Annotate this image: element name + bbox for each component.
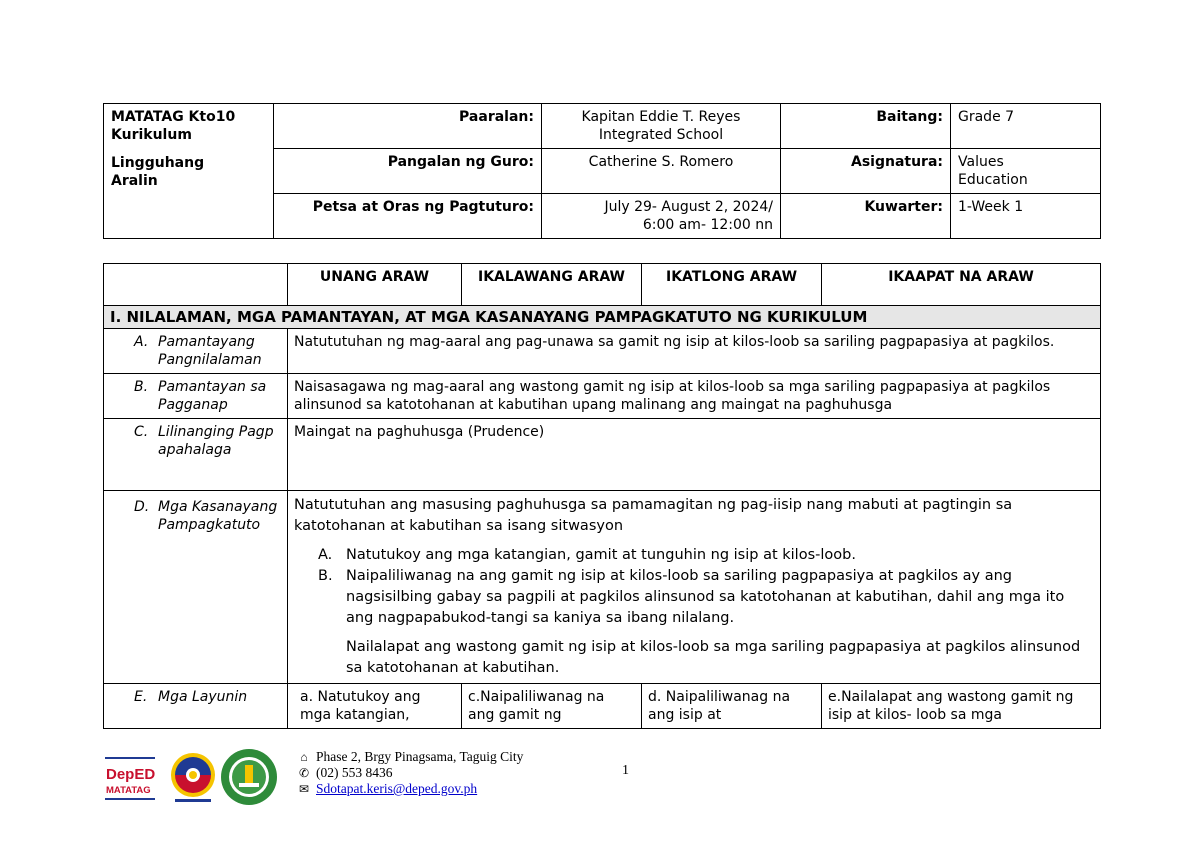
subject-value-line1: Values [958, 154, 1004, 170]
contact-info [298, 749, 523, 797]
competency-item-b [294, 566, 1094, 629]
email-link[interactable]: Sdotapat.keris@deped.gov.ph [316, 781, 478, 796]
plan-line1: Lingguhang [111, 155, 205, 171]
row-content-a: Natututuhan ng mag-aaral ang pag-unawa sa gamit ng isip at kilos-loob sa sariling pagpapasiya at pagkilos. [288, 329, 1101, 374]
section-row [104, 306, 1101, 329]
row-competencies [104, 491, 1101, 684]
objective-1: a. Natutukoy ang mga katangian, [288, 684, 462, 729]
address-text: Phase 2, Brgy Pinagsama, Taguig City [316, 749, 524, 764]
school-seal-graphic [219, 747, 279, 807]
objective-2: c.Naipaliliwanag na ang gamit ng [462, 684, 642, 729]
curriculum-line2: Kurikulum [111, 127, 192, 143]
page-number: 1 [622, 763, 629, 778]
row-performance-standard [104, 374, 1101, 419]
phone-row [298, 765, 523, 781]
curriculum-line1: MATATAG Kto10 [111, 109, 236, 125]
row-values [104, 419, 1101, 491]
school-value-line1: Kapitan Eddie T. Reyes [581, 109, 741, 125]
school-label: Paaralan: [274, 104, 542, 149]
subject-label: Asignatura: [781, 149, 951, 194]
row-label-text-d: Mga Kasanayang Pampagkatuto [158, 499, 278, 533]
competency-intro: Natututuhan ang masusing paghuhusga sa pamamagitan ng pag-iisip nang mabuti at pagtingin sa katotohanan at kabutihan sa isang sitwasyon [294, 497, 1013, 534]
quarter-value: 1-Week 1 [951, 194, 1101, 239]
day-header-1: UNANG ARAW [288, 264, 462, 306]
row-label-text-e: Mga Layunin [158, 689, 248, 705]
row-objectives [104, 684, 1101, 729]
curriculum-title [111, 108, 266, 144]
date-value-line1: July 29- August 2, 2024/ [604, 199, 773, 215]
row-letter-d: D. [134, 499, 150, 515]
row-label-text-a: Pamantayang Pangnilalaman [158, 334, 262, 368]
lesson-header-table [103, 103, 1101, 239]
competency-letter-a: A. [318, 547, 333, 563]
bagong-pilipinas-graphic [167, 749, 219, 805]
empty-header-cell [104, 264, 288, 306]
plan-line2: Aralin [111, 173, 158, 189]
subject-value-line2: Education [958, 172, 1028, 188]
competency-letter-b: B. [318, 568, 333, 584]
competency-text-b: Naipaliliwanag na ang gamit ng isip at kilos-loob sa sariling pagpapasiya at pagkilos ay ang nagsisilbing gabay sa pagpili at pagkilos alinsunod sa katotohanan at kabutihan, dahil ang mga ito ang nagpapabukod-tangi sa kaniya sa ibang nilalang. [346, 568, 1065, 626]
phone-text: (02) 553 8436 [316, 765, 393, 780]
row-content-d [288, 491, 1101, 684]
quarter-label: Kuwarter: [781, 194, 951, 239]
row-content-c: Maingat na paghuhusga (Prudence) [288, 419, 1101, 491]
objective-4: e.Nailalapat ang wastong gamit ng isip at kilos- loob sa mga [822, 684, 1101, 729]
day-header-3: IKATLONG ARAW [642, 264, 822, 306]
grade-label: Baitang: [781, 104, 951, 149]
date-label: Petsa at Oras ng Pagtuturo: [274, 194, 542, 239]
row-label-e [104, 684, 288, 729]
home-icon: ⌂ [300, 750, 308, 764]
mail-icon: ✉ [298, 782, 310, 796]
row-content-standard [104, 329, 1101, 374]
row-label-d [104, 491, 288, 684]
teacher-label: Pangalan ng Guro: [274, 149, 542, 194]
plan-title [111, 154, 266, 190]
day-header-row [104, 264, 1101, 306]
day-header-2: IKALAWANG ARAW [462, 264, 642, 306]
row-letter-c: C. [134, 424, 149, 440]
competency-closing: Nailalapat ang wastong gamit ng isip at kilos-loob sa mga sariling pagpapasiya at pagkilos alinsunod sa katotohanan at kabutihan. [346, 639, 1081, 676]
matatag-logo-text: MATATAG [106, 785, 151, 796]
row-label-text-c: Lilinanging Pagpapahalaga [158, 424, 274, 458]
deped-matatag-logo [105, 755, 157, 803]
school-seal-logo [219, 747, 279, 807]
address-row [298, 749, 523, 765]
deped-logo-text: DepED [106, 766, 156, 783]
date-value [542, 194, 781, 239]
row-label-text-b: Pamantayan sa Pagganap [158, 379, 267, 413]
section-title: I. NILALAMAN, MGA PAMANTAYAN, AT MGA KASANAYANG PAMPAGKATUTO NG KURIKULUM [104, 306, 1101, 329]
row-letter-e: E. [134, 689, 148, 705]
teacher-value: Catherine S. Romero [542, 149, 781, 194]
school-value-line2: Integrated School [598, 127, 724, 143]
row-letter-a: A. [134, 334, 149, 350]
school-value [542, 104, 781, 149]
day-header-4: IKAAPAT NA ARAW [822, 264, 1101, 306]
lesson-content-table [103, 263, 1101, 729]
email-row [298, 781, 523, 797]
date-value-line2: 6:00 am- 12:00 nn [642, 217, 773, 233]
row-label-a [104, 329, 288, 374]
row-letter-b: B. [134, 379, 149, 395]
row-label-b [104, 374, 288, 419]
objective-3: d. Naipaliliwanag na ang isip at [642, 684, 822, 729]
subject-value [951, 149, 1101, 194]
competency-item-a [294, 545, 1094, 566]
phone-icon: ✆ [298, 766, 310, 780]
row-content-b: Naisasagawa ng mag-aaral ang wastong gamit ng isip at kilos-loob sa mga sariling pagpapasiya at pagkilos alinsunod sa katotohanan at kabutihan upang malinang ang maingat na paghuhusga [288, 374, 1101, 419]
curriculum-title-cell [104, 104, 274, 239]
grade-value: Grade 7 [951, 104, 1101, 149]
page-footer [105, 745, 1105, 815]
deped-logo-graphic [105, 755, 157, 803]
bagong-pilipinas-logo [167, 749, 219, 805]
competency-text-a: Natutukoy ang mga katangian, gamit at tunguhin ng isip at kilos-loob. [346, 547, 856, 563]
row-label-c [104, 419, 288, 491]
